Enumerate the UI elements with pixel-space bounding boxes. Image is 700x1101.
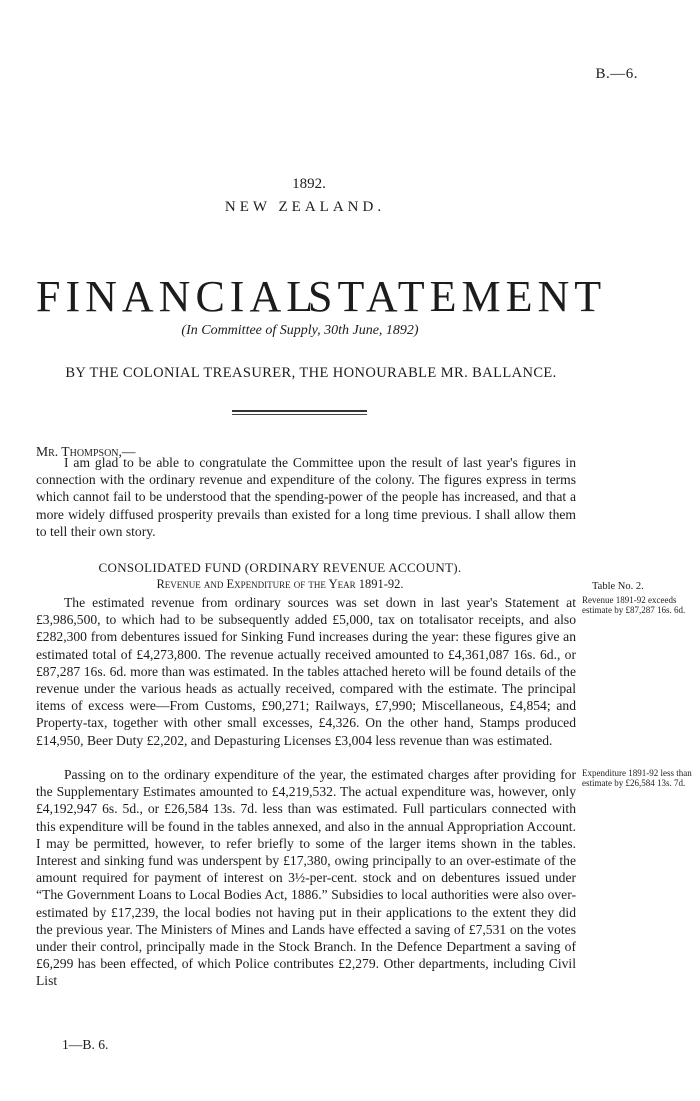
title-divider-thin <box>232 414 367 415</box>
document-title <box>36 271 607 322</box>
country-heading: NEW ZEALAND. <box>224 199 386 215</box>
margin-note-expenditure: Expenditure 1891-92 less than estimate by £26,584 13s. 7d. <box>582 768 692 788</box>
section-heading: CONSOLIDATED FUND (ORDINARY REVENUE ACCOUNT). <box>98 560 462 575</box>
page-footer: 1—B. 6. <box>62 1037 109 1052</box>
section-subheading: Revenue and Expenditure of the Year 1891-92. <box>156 577 404 591</box>
document-subtitle: (In Committee of Supply, 30th June, 1892) <box>181 323 419 338</box>
title-word-statement: STATEMENT <box>308 272 607 321</box>
title-word-financial: FINANCIAL <box>36 272 319 321</box>
document-byline: BY THE COLONIAL TREASURER, THE HONOURABLE MR. BALLANCE. <box>65 365 557 381</box>
page-reference: B.—6. <box>595 66 638 82</box>
document-year: 1892. <box>292 176 326 192</box>
margin-table-ref: Table No. 2. <box>592 581 644 592</box>
salutation: Mr. Thompson,— <box>36 444 136 459</box>
paragraph-revenue: The estimated revenue from ordinary sources was set down in last year's Statement at £3,986,500, to which had to be subsequently added £5,000, tax on totalisator receipts, and also £282,300 from debentures issued for Sinking Fund increases during the year: these figures give an estimated total of £4,273,800. The revenue actually received amounted to £4,361,087 16s. 6d., or £87,287 16s. 6d. more than was estimated. In the tables attached hereto will be found details of the revenue under the various heads as actually received, compared with the estimate. The principal items of excess were—From Customs, £90,271; Railways, £7,990; Miscellaneous, £4,854; and Property-tax, together with other small excesses, £4,326. On the other hand, Stamps produced £14,950, Beer Duty £2,202, and Depasturing Licenses £3,004 less revenue than was estimated. <box>36 595 576 748</box>
paragraph-expenditure: Passing on to the ordinary expenditure of the year, the estimated charges after providing for the Supplementary Estimates amounted to £4,219,532. The actual expenditure was, however, only £4,192,947 6s. 5d., or £26,584 13s. 7d. less than was estimated. Full particulars connected with this expenditure will be found in the tables annexed, and also in the annual Appropriation Account. I may be permitted, however, to refer briefly to some of the larger items shown in the tables. Interest and sinking fund was underspent by £17,380, owing principally to an over-estimate of the amount required for payment of interest on 3½-per-cent. stock and on debentures issued under “The Government Loans to Local Bodies Act, 1886.” Subsidies to local authorities were also over-estimated by £17,239, the local bodies not having put in their applications to the extent they did the previous year. The Ministers of Mines and Lands have effected a saving of £7,531 on the votes under their control, principally made in the Stock Branch. In the Defence Department a saving of £6,299 has been effected, of which Police contributes £2,279. Other departments, including Civil List <box>36 767 576 989</box>
paragraph-intro: I am glad to be able to congratulate the Committee upon the result of last year's figures in connection with the ordinary revenue and expenditure of the colony. The figures express in terms which cannot fail to be understood that the spending-power of the people has increased, and that a more widely diffused prosperity prevails than existed for a long time previous. I shall allow them to tell their own story. <box>36 455 576 539</box>
title-divider <box>232 410 367 412</box>
margin-note-revenue: Revenue 1891-92 exceeds estimate by £87,287 16s. 6d. <box>582 595 686 615</box>
